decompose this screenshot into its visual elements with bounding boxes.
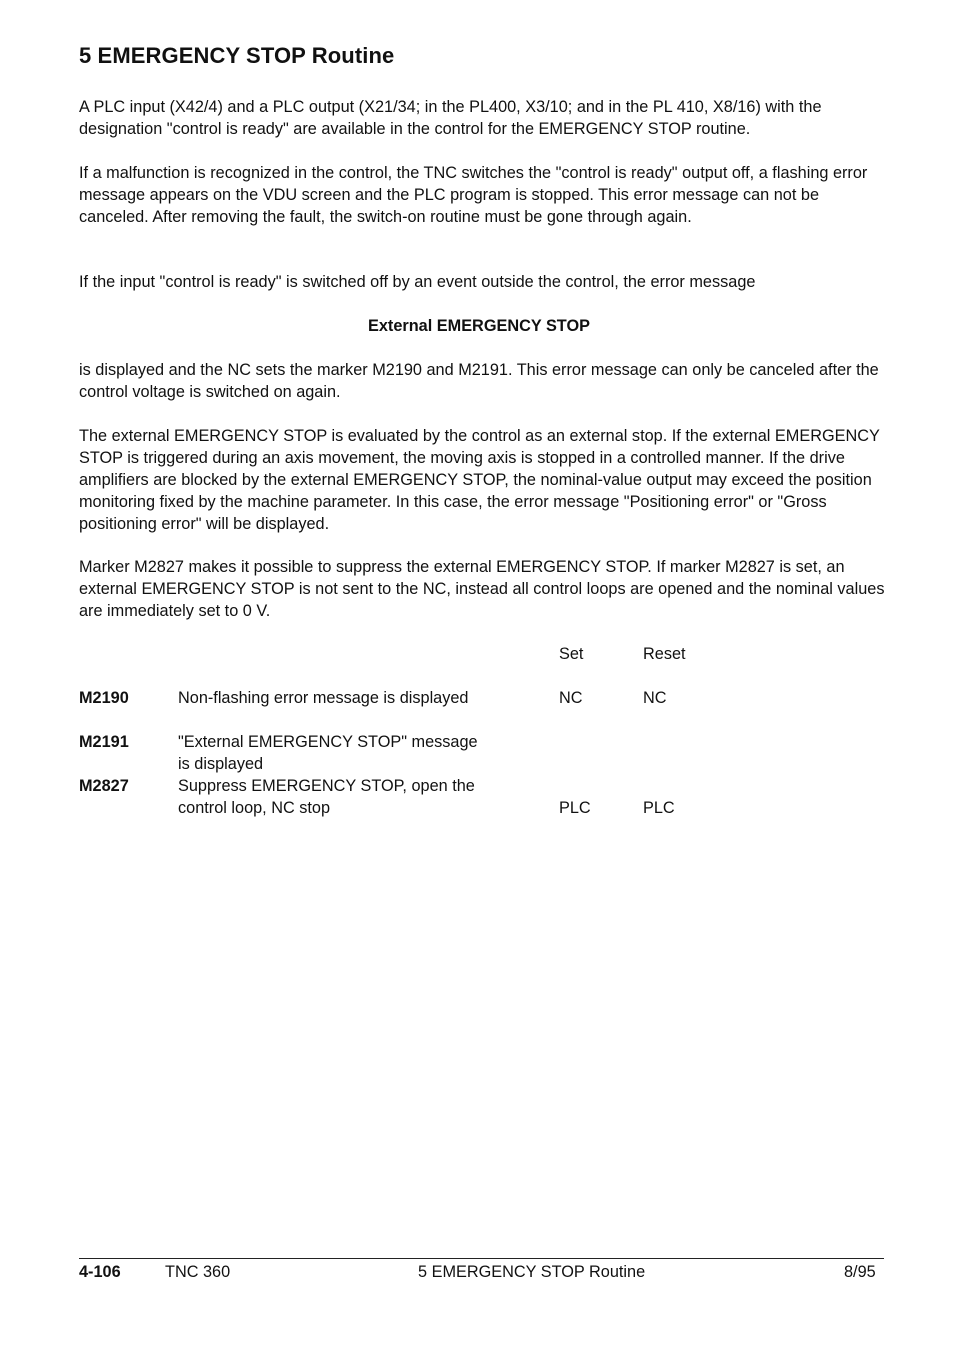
page-title: 5 EMERGENCY STOP Routine [79, 43, 395, 68]
marker-description-continued: is displayed [178, 755, 264, 773]
paragraph-marker-set: is displayed and the NC sets the marker M2190 and M2191. This error message can only be canceled after the control voltage is switched on again. [79, 361, 879, 401]
column-header-reset: Reset [643, 645, 686, 663]
paragraph-malfunction: If a malfunction is recognized in the control, the TNC switches the "control is ready" output off, a flashing error message appears on the VDU screen and the PLC program is stopped. This error message can not be canceled. After removing the fault, the switch-on routine must be gone through again. [79, 164, 868, 226]
paragraph-input-switched-off: If the input "control is ready" is switched off by an event outside the control, the error message [79, 273, 756, 291]
marker-description-continued: control loop, NC stop [178, 799, 331, 817]
marker-set-value: PLC [559, 799, 591, 817]
paragraph-intro: A PLC input (X42/4) and a PLC output (X21/34; in the PL400, X3/10; and in the PL 410, X8/16) with the designation "control is ready" are available in the control for the EMERGENCY STOP routine. [79, 98, 822, 138]
marker-set-value: NC [559, 689, 583, 707]
marker-description: Non-flashing error message is displayed [178, 689, 469, 707]
paragraph-suppress: Marker M2827 makes it possible to suppress the external EMERGENCY STOP. If marker M2827 is set, an external EMERGENCY STOP is not sent to the NC, instead all control loops are opened and the nominal values are immediately set to 0 V. [79, 558, 885, 620]
footer-date: 8/95 [844, 1263, 876, 1281]
marker-reset-value: PLC [643, 799, 675, 817]
column-header-set: Set [559, 645, 584, 663]
marker-description: "External EMERGENCY STOP" message [178, 733, 478, 751]
marker-description: Suppress EMERGENCY STOP, open the [178, 777, 475, 795]
footer-product: TNC 360 [165, 1263, 231, 1281]
marker-code: M2827 [79, 777, 129, 795]
marker-code: M2190 [79, 689, 129, 707]
error-message-text: External EMERGENCY STOP [368, 317, 590, 335]
footer-divider [79, 1258, 884, 1259]
footer-section: 5 EMERGENCY STOP Routine [418, 1263, 646, 1281]
marker-code: M2191 [79, 733, 129, 751]
paragraph-external-stop: The external EMERGENCY STOP is evaluated by the control as an external stop. If the external EMERGENCY STOP is triggered during an axis movement, the moving axis is stopped in a controlled manner. If the drive amplifiers are blocked by the external EMERGENCY STOP, the nominal-value output may exceed the position monitoring fixed by the machine parameter. In this case, the error message "Positioning error" or "Gross positioning error" will be displayed. [79, 427, 880, 533]
footer-page-number: 4-106 [79, 1263, 121, 1281]
marker-reset-value: NC [643, 689, 667, 707]
